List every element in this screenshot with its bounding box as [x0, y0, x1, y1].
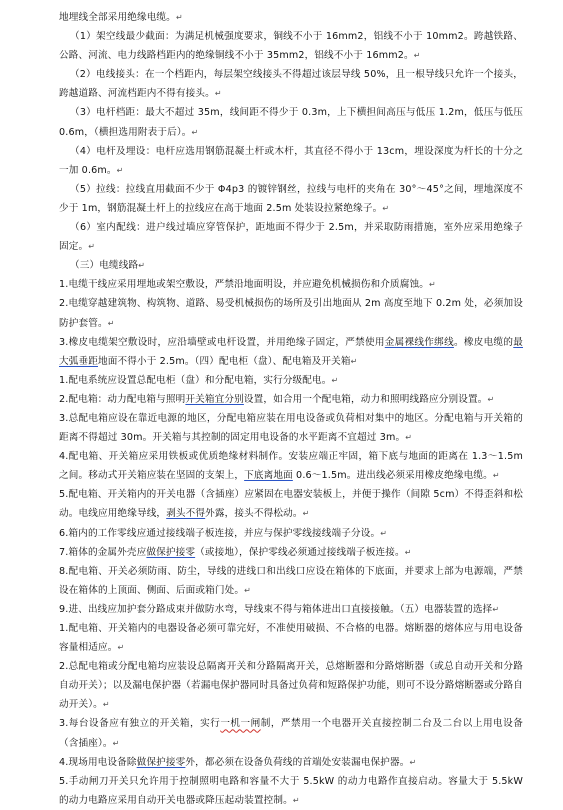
paragraph — [59, 524, 523, 543]
paragraph — [59, 180, 523, 218]
underlined-text: 做保护接零 — [146, 546, 196, 558]
paragraph-mark-icon: ↵ — [175, 13, 183, 22]
text-run: （2）电线接头：在一个档距内，每层架空线接头不得超过该层导线 50%，且一根导线只允许一个接头，跨越道路、河流档距内不得有接头。 — [59, 69, 523, 100]
paragraph — [59, 619, 523, 657]
paragraph — [59, 103, 523, 141]
paragraph — [59, 485, 523, 523]
paragraph — [59, 371, 523, 390]
paragraph — [59, 27, 523, 65]
paragraph — [59, 657, 523, 714]
paragraph — [59, 714, 523, 752]
text-run: 外，都必须在设备负荷线的首端处安装漏电保护器。 — [185, 756, 410, 768]
paragraph-mark-icon: ↵ — [116, 165, 124, 175]
paragraph-mark-icon: ↵ — [292, 795, 300, 805]
text-run: （4）电杆及埋设：电杆应选用钢筋混凝土杆或木杆，其直径不得小于 13cm，埋设深度为杆长的十分之一加 0.6m。 — [59, 145, 523, 176]
text-run: 7.箱体的金属外壳应 — [59, 546, 147, 558]
text-run: 1.配电箱、开关箱内的电器设备必须可靠完好，不准使用破损、不合格的电器。熔断器的熔体应与用电设备容量相适应。 — [59, 623, 523, 654]
text-run: （6）室内配线：进户线过墙应穿管保护，距地面不得少于 2.5m，并采取防雨措施，室外应采用绝缘子固定。 — [59, 222, 523, 253]
text-run: 1.配电系统应设置总配电柜（盘）和分配电箱，实行分级配电。 — [59, 374, 332, 386]
text-run: （三）电缆线路 — [70, 260, 139, 272]
paragraph — [59, 275, 523, 294]
text-run: 3.每台设备应有独立的开关箱，实行 — [59, 718, 221, 730]
paragraph-mark-icon: ↵ — [302, 509, 310, 519]
paragraph-mark-icon: ↵ — [112, 738, 120, 748]
paragraph-mark-icon: ↵ — [244, 585, 251, 595]
paragraph-mark-icon: ↵ — [107, 318, 115, 328]
text-run: （或接地），保护零线必须通过接线端子板连接。 — [195, 546, 405, 558]
text-run: 2.电缆穿越建筑物、构筑物、道路、易受机械损伤的场所及引出地面从 2m 高度至地下 0.2m 处，必须加设防护套管。 — [59, 298, 523, 329]
paragraph-mark-icon: ↵ — [382, 203, 390, 213]
text-run: 0.6～1.5m。进出线必须采用橡皮绝缘电缆。 — [292, 470, 493, 482]
paragraph — [59, 142, 523, 180]
text-run: 2.总配电箱或分配电箱均应装设总隔离开关和分路隔离开关，总熔断器和分路熔断器（或总自动开关和分路自动开关）；以及漏电保护器（若漏电保护器同时具备过负荷和短路保护功能，则可不设分路熔断器或分路自动开关）。 — [59, 661, 523, 711]
paragraph — [59, 447, 523, 485]
text-run: 。橡皮电缆的 — [453, 336, 514, 348]
underlined-text: 做保护接零 — [136, 756, 186, 768]
paragraph-mark-icon: ↵ — [404, 547, 412, 557]
text-run: 6.箱内的工作零线应通过接线端子板连接，并应与保护零线接线端子分设。 — [59, 527, 381, 539]
paragraph-mark-icon: ↵ — [492, 471, 500, 481]
text-run: 3.总配电箱应设在靠近电源的地区，分配电箱应装在用电设备或负荷相对集中的地区。分配电箱与开关箱的距离不得超过 30m。开关箱与其控制的固定用电设备的水平距离不宜超过 3m。 — [59, 412, 523, 444]
paragraph-mark-icon: ↵ — [409, 757, 417, 767]
paragraph — [59, 390, 523, 409]
paragraph-mark-icon: ↵ — [138, 261, 146, 271]
text-run: （3）电杆档距：最大不超过 35m，线间距不得少于 0.3m，上下横担间高压与低压 1.2m，低压与低压 0.6m，（横担选用附表于后）。 — [59, 107, 523, 138]
paragraph-mark-icon: ↵ — [102, 700, 110, 710]
text-run: 制，严禁用一个电器开关直接控制二台及二台以上用电设备（含插座）。 — [59, 718, 523, 749]
text-run: 1.电缆干线应采用埋地或架空敷设，严禁沿地面明设，并应避免机械损伤和介质腐蚀。 — [59, 279, 429, 291]
paragraph — [59, 333, 523, 371]
text-run: 设置，如合用一个配电箱，动力和照明线路应分别设置。 — [243, 393, 488, 405]
paragraph-mark-icon: ↵ — [350, 356, 358, 366]
text-run: 4.配电箱、开关箱应采用铁板或优质绝缘材料制作。安装应端正牢固，箱下底与地面的距离在 1.3～1.5m 之间。移动式开关箱应装在坚固的支架上， — [59, 451, 523, 482]
paragraph-mark-icon: ↵ — [191, 127, 199, 137]
paragraph — [59, 772, 523, 810]
paragraph-mark-icon: ↵ — [487, 394, 495, 404]
paragraph — [59, 65, 523, 103]
underlined-text: 开关箱宜分别 — [185, 393, 244, 405]
text-run: 4.现场用电设备除 — [59, 756, 137, 768]
paragraph — [59, 294, 523, 332]
underlined-text: 一机一闸 — [220, 718, 261, 730]
text-run: 地埋线全部采用绝缘电缆。 — [59, 12, 176, 23]
text-run: 5.配电箱、开关箱内的开关电器（含插座）应紧固在电器安装板上，并便于操作（间隙 5cm）不得歪斜和松动。电线应用绝缘导线， — [59, 489, 523, 520]
text-run: （5）拉线：拉线直用截面不少于 Φ4p3 的镀锌钢丝，拉线与电杆的夹角在 30°～45°之间，埋地深度不少于 1m，钢筋混凝土杆上的拉线应在高于地面 2.5m 处装设拉紧绝缘子。 — [59, 183, 523, 214]
paragraph-mark-icon: ↵ — [380, 528, 388, 538]
text-run: 地面不得小于 2.5m。（四）配电柜（盘）、配电箱及开关箱 — [97, 355, 351, 367]
paragraph — [59, 256, 523, 275]
paragraph-mark-icon: ↵ — [492, 604, 500, 614]
paragraph — [59, 8, 523, 27]
text-run: 9.进、出线应加护套分路成束并做防水弯，导线束不得与箱体进出口直接接触。（五）电器装置的选择 — [59, 603, 493, 615]
paragraph-mark-icon: ↵ — [117, 643, 125, 653]
text-run: 外露，接头不得松动。 — [205, 508, 303, 520]
paragraph — [59, 218, 523, 256]
paragraph-mark-icon: ↵ — [413, 51, 421, 61]
underlined-text: 金属裸线作绑线 — [384, 336, 454, 348]
paragraph — [59, 753, 523, 772]
underlined-text: 最大弧垂距 — [59, 336, 523, 367]
underlined-text: 下底离地面 — [244, 470, 293, 482]
paragraph-mark-icon: ↵ — [428, 280, 436, 290]
text-run: （1）架空线最少截面：为满足机械强度要求，铜线不小于 16mm2，铝线不小于 10mm2。跨越铁路、公路、河流、电力线路档距内的绝缘铜线不小于 35mm2，铝线不小于 16mm2。 — [59, 31, 523, 62]
paragraph-mark-icon: ↵ — [214, 89, 222, 99]
text-run: 3.橡皮电缆架空敷设时，应沿墙壁或电杆设置，并用绝缘子固定，严禁使用 — [59, 336, 385, 348]
text-run: 5.手动闸刀开关只允许用于控制照明电路和容量不大于 5.5kW 的动力电路作直接启动。容量大于 5.5kW 的动力电路应采用自动开关电器或降压起动装置控制。 — [59, 775, 523, 806]
text-run: 2.配电箱：动力配电箱与照明 — [59, 393, 186, 405]
paragraph-mark-icon: ↵ — [331, 375, 339, 385]
text-run: 8.配电箱、开关必须防雨、防尘，导线的进线口和出线口应设在箱体的下底面，并要求上部为电源端，严禁设在箱体的上顶面、侧面、后面或箱门处。 — [59, 565, 523, 596]
paragraph — [59, 562, 523, 600]
paragraph — [59, 600, 523, 619]
underlined-text: 剥头不得 — [166, 508, 206, 520]
paragraph-mark-icon: ↵ — [405, 433, 413, 443]
paragraph-mark-icon: ↵ — [88, 242, 96, 252]
paragraph — [59, 543, 523, 562]
paragraph — [59, 409, 523, 447]
